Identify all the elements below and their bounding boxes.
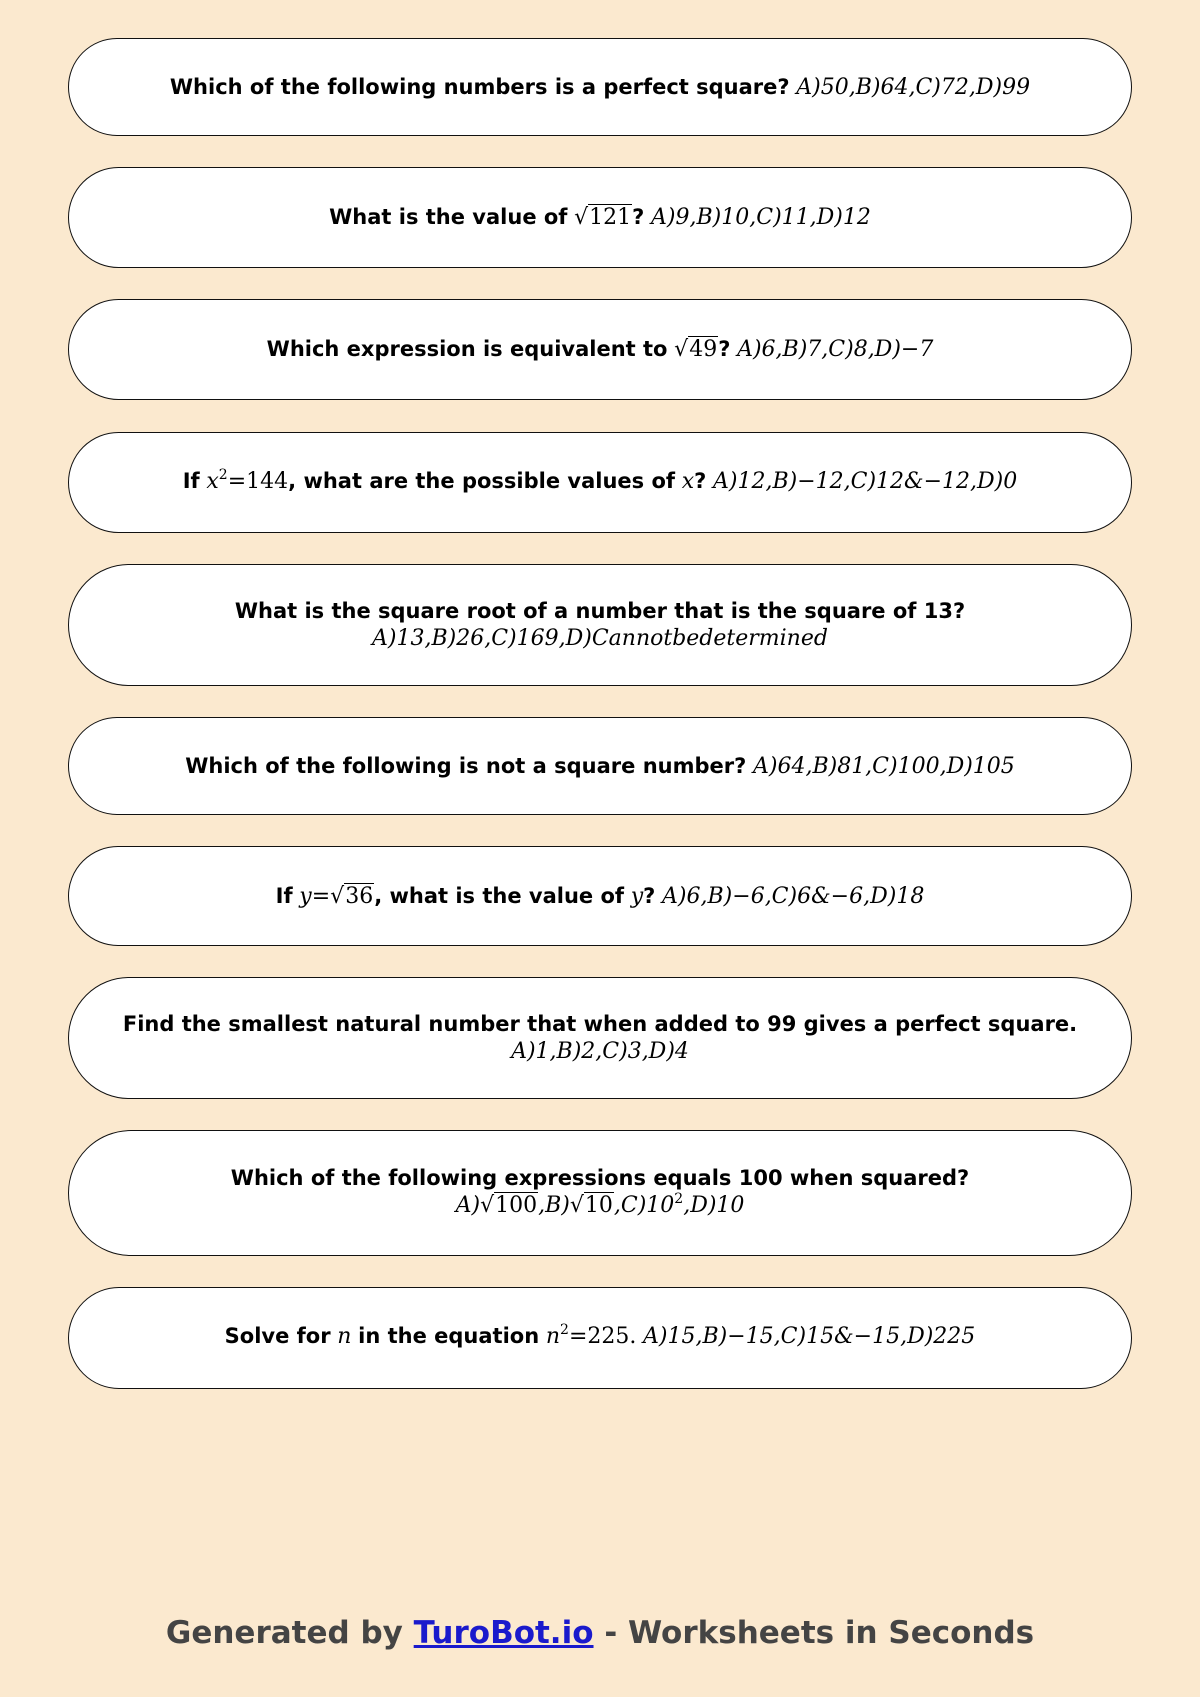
question-text: , what is the value of bbox=[374, 883, 625, 908]
answer-choices: A)6,B)−6,C)6&−6,D)18 bbox=[662, 883, 925, 909]
answer-choices: A)1,B)2,C)3,D)4 bbox=[511, 1039, 689, 1064]
equation: =144 bbox=[227, 468, 289, 494]
answer-choices: $A)√100,B)√10,C)10^2,D)10$ bbox=[455, 1190, 745, 1218]
footer bbox=[0, 1615, 1200, 1651]
variable: x bbox=[681, 468, 695, 494]
question-text: Which of the following expressions equals 100 when squared? bbox=[230, 1165, 970, 1190]
answer-choices: A)15,B)−15,C)15&−15,D)225 bbox=[643, 1324, 976, 1349]
question-text: Solve for bbox=[224, 1324, 331, 1348]
question-text: What is the square root of a number that is the square of 13? bbox=[234, 599, 966, 623]
question-card-9 bbox=[68, 1130, 1132, 1256]
exponent: 2 bbox=[218, 466, 228, 483]
answer-choices: A)13,B)26,C)169,D)Cannotbedetermined bbox=[372, 626, 828, 651]
square-root: √100 bbox=[480, 1192, 538, 1218]
question-card-4: If $x^2=144$, what are the possible values of x? A)12,B)−12,C)12&−12,D)0 bbox=[68, 432, 1132, 533]
variable: y bbox=[630, 883, 644, 909]
square-root: √36 bbox=[330, 883, 374, 909]
variable: x bbox=[206, 468, 219, 494]
answer-choices: A)12,B)−12,C)12&−12,D)0 bbox=[713, 468, 1018, 494]
question-text: Find the smallest natural number that when added to 99 gives a perfect square. bbox=[122, 1012, 1078, 1036]
variable: y bbox=[299, 883, 312, 909]
question-card-8 bbox=[68, 977, 1132, 1099]
question-card-7: If y=√36, what is the value of y? A)6,B)−6,C)6&−6,D)18 bbox=[68, 846, 1132, 946]
question-text: Which of the following numbers is a perfect square? bbox=[169, 74, 790, 99]
answer-choices: A)64,B)81,C)100,D)105 bbox=[752, 753, 1015, 779]
question-card-10: Solve for n in the equation $n^2=225$. A)15,B)−15,C)15&−15,D)225 bbox=[68, 1287, 1132, 1389]
square-root: √10 bbox=[569, 1192, 613, 1218]
question-text: What is the value of bbox=[329, 205, 568, 229]
question-text: Which of the following is not a square number? bbox=[185, 753, 747, 778]
answer-choices: A)6,B)7,C)8,D)−7 bbox=[737, 337, 934, 362]
question-card-2: What is the value of √121? A)9,B)10,C)11,D)12 bbox=[68, 167, 1132, 268]
equation: =225. bbox=[568, 1324, 637, 1349]
question-card-3: Which expression is equivalent to √49? A)6,B)7,C)8,D)−7 bbox=[68, 299, 1132, 400]
square-root: √49 bbox=[674, 337, 718, 362]
equation: = bbox=[311, 883, 331, 909]
turobot-link[interactable]: TuroBot.io bbox=[413, 1615, 594, 1651]
question-text: , what are the possible values of bbox=[288, 468, 676, 493]
footer-prefix: Generated by bbox=[165, 1615, 403, 1651]
exponent: 2 bbox=[560, 1322, 569, 1338]
square-root: √121 bbox=[574, 205, 632, 230]
footer-suffix: - Worksheets in Seconds bbox=[604, 1615, 1035, 1651]
question-card-5 bbox=[68, 564, 1132, 686]
answer-choices: A)50,B)64,C)72,D)99 bbox=[796, 74, 1031, 100]
question-card-6 bbox=[68, 717, 1132, 815]
question-text: Which expression is equivalent to bbox=[266, 337, 668, 361]
question-card-1 bbox=[68, 38, 1132, 136]
exponent: 2 bbox=[674, 1190, 684, 1207]
variable: n bbox=[545, 1324, 561, 1349]
answer-choices: A)9,B)10,C)11,D)12 bbox=[651, 205, 871, 230]
variable: n bbox=[337, 1324, 352, 1349]
